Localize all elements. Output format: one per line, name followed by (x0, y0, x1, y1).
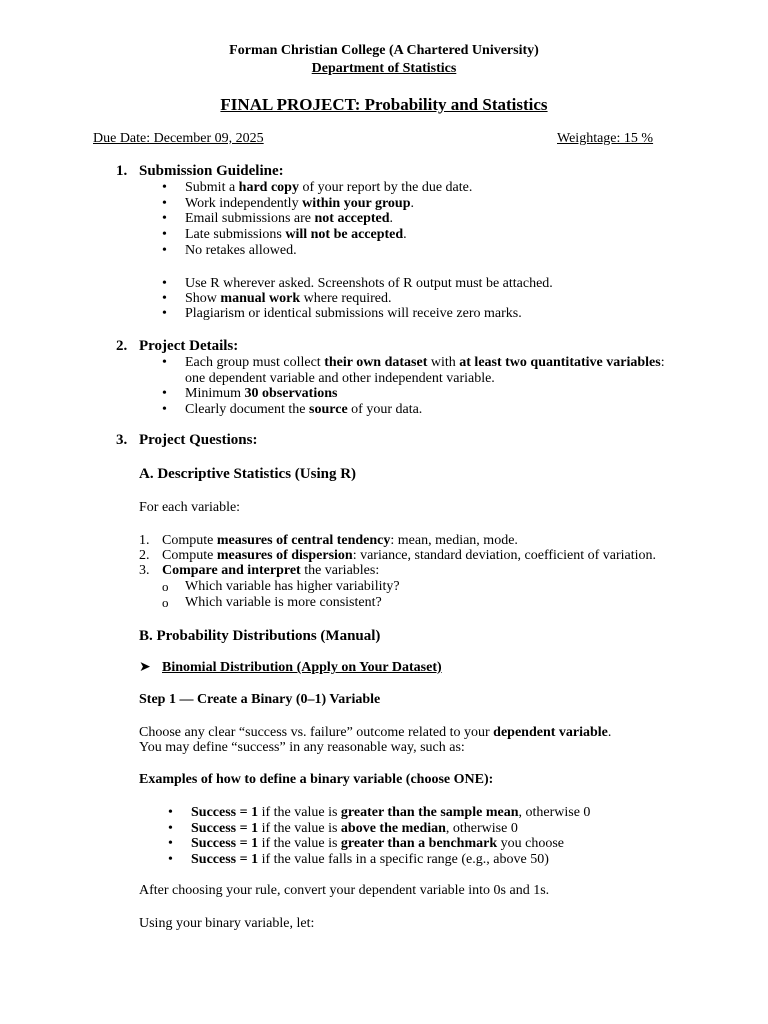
text: , otherwise 0 (518, 805, 591, 820)
text-bold: manual work (220, 291, 301, 306)
text-bold: their own dataset (324, 355, 428, 370)
list-item (185, 196, 685, 212)
circle-bullet-icon: o (162, 579, 169, 594)
text: No retakes allowed. (185, 243, 297, 258)
text: Choose any clear “success vs. failure” outcome related to your (139, 725, 494, 740)
department-name: Department of Statistics (311, 61, 457, 76)
list-item (191, 852, 549, 868)
binomial-heading: Binomial Distribution (Apply on Your Dataset) (162, 660, 442, 675)
text-bold: at least two quantitative variables (459, 355, 661, 370)
bullet-icon: • (168, 836, 173, 851)
list-item-continuation: one dependent variable and other independent variable. (185, 371, 495, 386)
list-item (162, 563, 379, 579)
text: Compute (162, 548, 217, 563)
text: if the value is (258, 836, 341, 851)
paragraph: For each variable: (139, 500, 241, 515)
text-bold: measures of central tendency (216, 533, 391, 548)
text: Compute (162, 533, 217, 548)
bullet-icon: • (162, 243, 167, 258)
paragraph: Using your binary variable, let: (139, 916, 315, 931)
list-item (185, 243, 685, 259)
text-bold: greater than a benchmark (340, 836, 498, 851)
text: where required. (300, 291, 392, 306)
paragraph: After choosing your rule, convert your dependent variable into 0s and 1s. (139, 883, 550, 898)
text: you choose (497, 836, 564, 851)
section-title: Project Details: (139, 338, 239, 354)
list-item (185, 306, 685, 322)
text: Email submissions are (185, 211, 315, 226)
text: . (389, 211, 394, 226)
text-bold: above the median (340, 821, 446, 836)
text-bold: hard copy (238, 180, 299, 195)
list-item (185, 386, 685, 402)
list-item (185, 180, 685, 196)
subsection-title: A. Descriptive Statistics (Using R) (139, 466, 357, 482)
text: of your report by the due date. (298, 180, 473, 195)
text: if the value is (258, 805, 341, 820)
section-title: Project Questions: (139, 432, 258, 448)
bullet-icon: • (168, 852, 173, 867)
bullet-icon: • (162, 306, 167, 321)
text: . (607, 725, 612, 740)
list-number: 2. (139, 548, 150, 563)
list-item (191, 805, 590, 821)
text: : (660, 355, 665, 370)
weightage: Weightage: 15 % (557, 131, 654, 146)
list-item (185, 355, 685, 371)
text-bold: greater than the sample mean (340, 805, 519, 820)
list-item (162, 548, 656, 564)
list-item (185, 227, 685, 243)
text: : mean, median, mode. (390, 533, 518, 548)
section-title: Submission Guideline: (139, 163, 284, 179)
text: Minimum (185, 386, 245, 401)
bullet-icon: • (162, 211, 167, 226)
arrow-bullet-icon: ➤ (139, 660, 151, 675)
list-item (191, 836, 564, 852)
bullet-icon: • (162, 180, 167, 195)
text: . (403, 227, 407, 242)
text: of your data. (347, 402, 423, 417)
text-bold: Success = 1 (191, 836, 259, 851)
bullet-icon: • (162, 291, 167, 306)
section-number: 3. (116, 432, 128, 448)
due-date: Due Date: December 09, 2025 (93, 131, 264, 146)
text-bold: Success = 1 (191, 821, 259, 836)
text-bold: Success = 1 (191, 805, 259, 820)
list-item (185, 291, 685, 307)
text-bold: Compare and interpret (162, 563, 301, 578)
text-bold: will not be accepted (285, 227, 404, 242)
text: Show (185, 291, 221, 306)
text-bold: not accepted (314, 211, 390, 226)
step-heading: Step 1 — Create a Binary (0–1) Variable (139, 692, 381, 707)
project-title: FINAL PROJECT: Probability and Statistics (220, 95, 548, 114)
text-bold: Success = 1 (191, 852, 259, 867)
paragraph (139, 725, 699, 741)
text: , otherwise 0 (445, 821, 518, 836)
text: if the value is (258, 821, 341, 836)
subsection-title: B. Probability Distributions (Manual) (139, 628, 381, 644)
section-number: 2. (116, 338, 128, 354)
list-number: 3. (139, 563, 150, 578)
text-bold: measures of dispersion (216, 548, 353, 563)
bullet-icon: • (162, 227, 167, 242)
text-bold: within your group (302, 196, 411, 211)
text: : variance, standard deviation, coefficient of variation. (352, 548, 657, 563)
institution-name: Forman Christian College (A Chartered University) (229, 43, 539, 58)
text: Use R wherever asked. Screenshots of R output must be attached. (185, 276, 553, 291)
list-item (185, 276, 685, 292)
text: with (427, 355, 460, 370)
bullet-icon: • (168, 805, 173, 820)
paragraph: You may define “success” in any reasonable way, such as: (139, 740, 465, 755)
text: Late submissions (185, 227, 286, 242)
list-number: 1. (139, 533, 150, 548)
circle-bullet-icon: o (162, 595, 169, 610)
examples-heading: Examples of how to define a binary variable (choose ONE): (139, 772, 494, 787)
text-bold: source (309, 402, 348, 417)
section-number: 1. (116, 163, 128, 179)
text: if the value falls in a specific range (e.g., above 50) (258, 852, 549, 867)
bullet-icon: • (162, 196, 167, 211)
list-item (162, 533, 518, 549)
list-subitem: Which variable has higher variability? (185, 579, 400, 594)
text: the variables: (300, 563, 380, 578)
bullet-icon: • (162, 355, 167, 370)
text: Work independently (185, 196, 303, 211)
list-item (191, 821, 518, 837)
list-subitem: Which variable is more consistent? (185, 595, 382, 610)
text-bold: 30 observations (244, 386, 338, 401)
text: Each group must collect (185, 355, 325, 370)
bullet-icon: • (162, 402, 167, 417)
bullet-icon: • (162, 276, 167, 291)
list-item (185, 211, 685, 227)
text-bold: dependent variable (493, 725, 608, 740)
bullet-icon: • (168, 821, 173, 836)
bullet-icon: • (162, 386, 167, 401)
text: Clearly document the (185, 402, 310, 417)
text: Submit a (185, 180, 239, 195)
text: . (410, 196, 414, 211)
text: Plagiarism or identical submissions will receive zero marks. (185, 306, 522, 321)
list-item (185, 402, 685, 418)
